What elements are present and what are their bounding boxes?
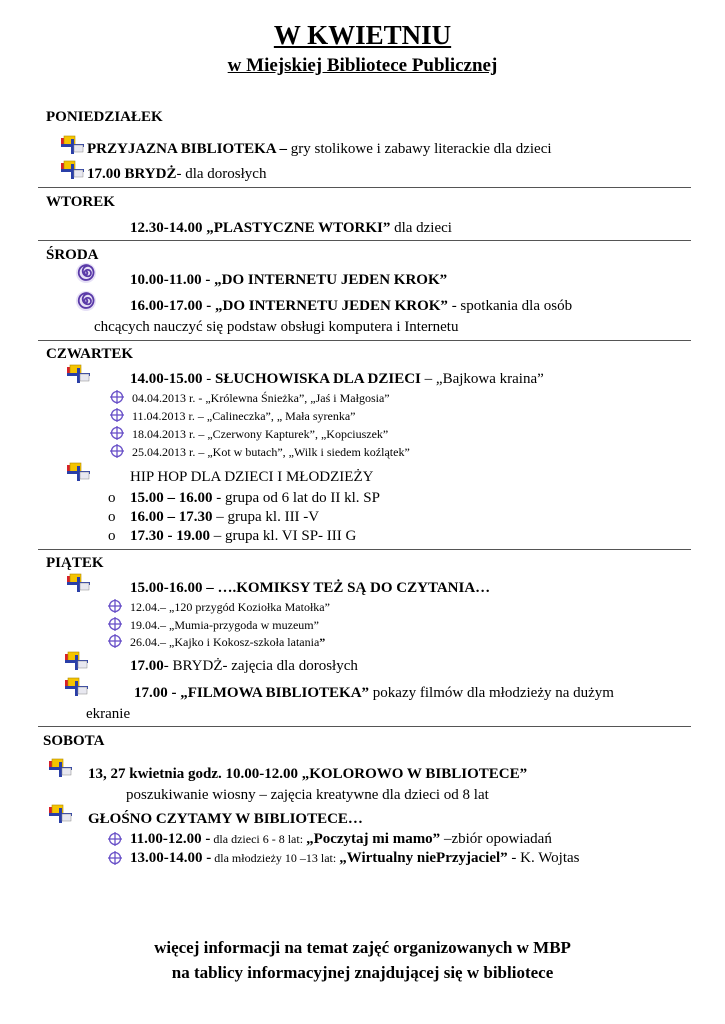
event-line: [87, 164, 266, 184]
event-description: - BRYDŻ- zajęcia dla dorosłych: [163, 658, 358, 674]
page-title: W KWIETNIU: [273, 20, 452, 50]
list-item: 18.04.2013 r. – „Czerwony Kapturek”, „Kopciuszek”: [132, 427, 389, 441]
day-heading-tuesday: WTOREK: [46, 194, 115, 210]
day-heading-wednesday: ŚRODA: [46, 247, 99, 263]
globe-icon: [108, 832, 122, 846]
list-item: [130, 507, 319, 527]
bullet-marker: o: [108, 528, 116, 544]
group-description: – grupa kl. VI SP- III G: [210, 528, 357, 544]
event-line: [88, 764, 527, 784]
list-item: [130, 829, 552, 849]
event-time: 17.00: [130, 658, 164, 674]
event-title: 12.30-14.00 „PLASTYCZNE WTORKI”: [130, 220, 391, 236]
list-item: 11.04.2013 r. – „Calineczka”, „ Mała syrenka”: [132, 409, 356, 423]
section-divider: [38, 187, 691, 188]
event-description: gry stolikowe i zabawy literackie dla dzieci: [287, 141, 552, 157]
book-icon: [64, 677, 90, 699]
spiral-icon: [74, 290, 98, 312]
globe-icon: [108, 617, 122, 631]
event-title: 15.00-16.00 – ….KOMIKSY TEŻ SĄ DO CZYTANIA…: [130, 580, 491, 596]
event-title: 16.00-17.00 - „DO INTERNETU JEDEN KROK”: [130, 298, 448, 314]
event-line: [130, 578, 490, 598]
event-title: 10.00-11.00 - „DO INTERNETU JEDEN KROK”: [130, 272, 448, 288]
group-time: 16.00 – 17.30: [130, 509, 213, 525]
group-description: - grupa od 6 lat do II kl. SP: [212, 490, 380, 506]
session-title: „Wirtualny niePrzyjaciel”: [339, 850, 508, 866]
globe-icon: [110, 444, 124, 458]
event-line: [130, 296, 572, 316]
event-title: 13, 27 kwietnia godz. 10.00-12.00 „KOLOROWO W BIBLIOTECE”: [88, 766, 528, 782]
globe-icon: [108, 851, 122, 865]
list-item: 04.04.2013 r. - „Królewna Śnieżka”, „Jaś i Małgosia”: [132, 391, 390, 405]
section-divider: [38, 726, 691, 727]
book-icon: [60, 160, 86, 182]
group-time: 17.30 - 19.00: [130, 528, 210, 544]
session-description: - K. Wojtas: [507, 850, 580, 866]
day-heading-monday: PONIEDZIAŁEK: [46, 109, 163, 125]
event-description: – „Bajkowa kraina”: [420, 371, 544, 387]
globe-icon: [110, 426, 124, 440]
page-subtitle: w Miejskiej Bibliotece Publicznej: [227, 55, 498, 76]
event-title: SŁUCHOWISKA DLA DZIECI: [215, 371, 421, 387]
book-icon: [66, 462, 92, 484]
list-item: 12.04.– „120 przygód Koziołka Matołka”: [130, 600, 330, 614]
day-heading-thursday: CZWARTEK: [46, 346, 133, 362]
event-description: - spotkania dla osób: [447, 298, 573, 314]
section-divider: [38, 340, 691, 341]
event-line: [130, 656, 358, 676]
book-icon: [48, 758, 74, 780]
event-title: GŁOŚNO CZYTAMY W BIBLIOTECE…: [88, 811, 363, 827]
book-icon: [64, 651, 90, 673]
footer-line-1: więcej informacji na temat zajęć organizowanych w MBP: [154, 938, 571, 957]
day-heading-saturday: SOBOTA: [43, 733, 105, 749]
event-line: [88, 809, 363, 829]
book-icon: [66, 573, 92, 595]
event-line: [130, 218, 452, 238]
closing-quote: ”: [319, 635, 326, 649]
list-item: 19.04.– „Mumia-przygoda w muzeum”: [130, 618, 319, 632]
event-description-continued: poszukiwanie wiosny – zajęcia kreatywne dla dzieci od 8 lat: [126, 787, 489, 803]
day-heading-friday: PIĄTEK: [46, 555, 104, 571]
list-item: [130, 526, 356, 546]
event-title: HIP HOP DLA DZIECI I MŁODZIEŻY: [130, 469, 374, 485]
event-title: 17.00 BRYDŻ: [87, 166, 177, 182]
session-audience: dla dzieci 6 - 8 lat:: [210, 832, 307, 846]
event-description-continued: ekranie: [86, 706, 131, 722]
event-description: dla dzieci: [390, 220, 452, 236]
session-title: „Poczytaj mi mamo”: [306, 831, 441, 847]
book-icon: [48, 804, 74, 826]
event-line: [130, 270, 447, 290]
bullet-marker: o: [108, 490, 116, 506]
event-description-continued: chcących nauczyć się podstaw obsługi komputera i Internetu: [94, 319, 459, 335]
footer-line-2: na tablicy informacyjnej znajdującej się w bibliotece: [171, 963, 554, 982]
globe-icon: [110, 408, 124, 422]
event-description: pokazy filmów dla młodzieży na dużym: [369, 685, 614, 701]
list-item: [130, 632, 325, 652]
event-title: PRZYJAZNA BIBLIOTEKA –: [87, 141, 288, 157]
session-audience: dla młodzieży 10 –13 lat:: [211, 851, 340, 865]
event-line: [130, 369, 544, 389]
event-time: 14.00-15.00: [130, 371, 203, 387]
session-time: 11.00-12.00 -: [130, 831, 211, 847]
event-description: - dla dorosłych: [176, 166, 267, 182]
section-divider: [38, 549, 691, 550]
section-divider: [38, 240, 691, 241]
list-item: [130, 848, 580, 868]
bullet-marker: o: [108, 509, 116, 525]
list-item: 25.04.2013 r. – „Kot w butach”, „Wilk i siedem koźlątek”: [132, 445, 410, 459]
group-time: 15.00 – 16.00: [130, 490, 213, 506]
list-item-text: 26.04.– „Kajko i Kokosz-szkoła latania: [130, 635, 320, 649]
book-icon: [66, 364, 92, 386]
list-item: [130, 488, 380, 508]
session-description: –zbiór opowiadań: [440, 831, 552, 847]
event-title: 17.00 - „FILMOWA BIBLIOTEKA”: [134, 685, 370, 701]
event-separator: -: [202, 371, 215, 387]
globe-icon: [108, 599, 122, 613]
group-description: – grupa kl. III -V: [212, 509, 320, 525]
event-line: [134, 683, 614, 703]
spiral-icon: [74, 262, 98, 284]
globe-icon: [108, 634, 122, 648]
globe-icon: [110, 390, 124, 404]
event-line: [87, 139, 552, 159]
session-time: 13.00-14.00 -: [130, 850, 212, 866]
book-icon: [60, 135, 86, 157]
